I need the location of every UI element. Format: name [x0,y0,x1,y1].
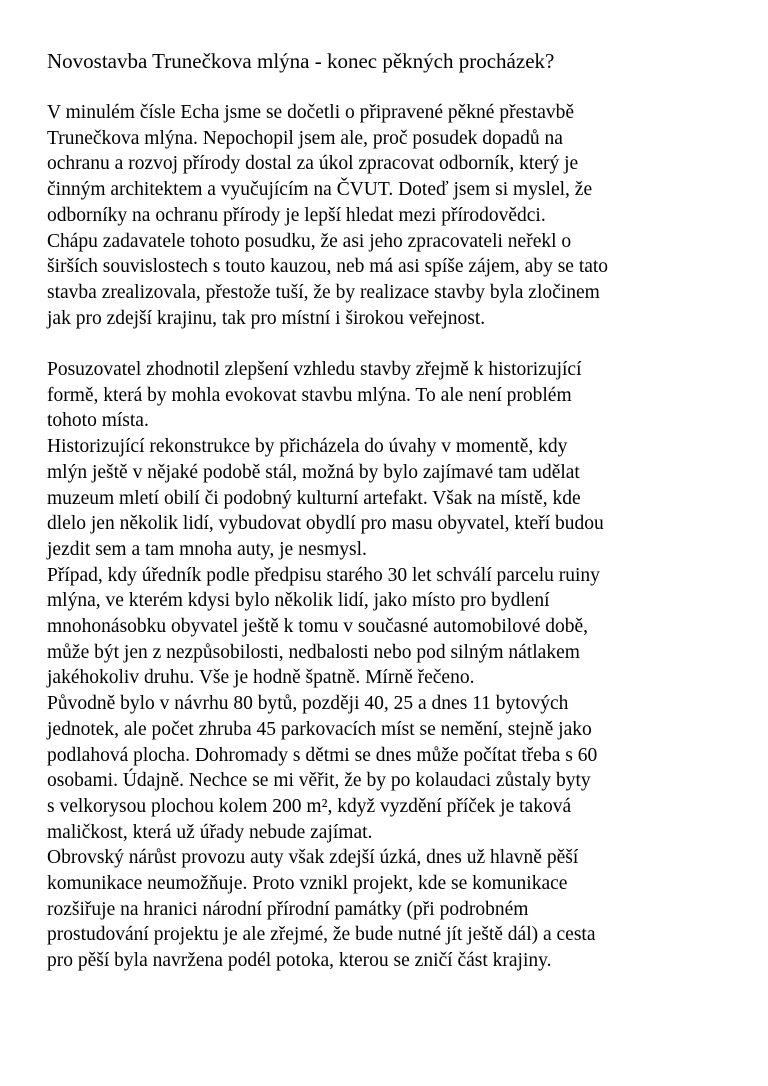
text-line: Obrovský nárůst provozu auty však zdejší úzká, dnes už hlavně pěší [47,847,579,869]
text-line: širších souvislostech s touto kauzou, neb má asi spíše zájem, aby se tato [47,256,609,278]
document-title: Novostavba Trunečkova mlýna - konec pěkných procházek? [47,49,555,73]
text-line: komunikace neumožňuje. Proto vznikl projekt, kde se komunikace [47,873,568,895]
text-line: Trunečkova mlýna. Nepochopil jsem ale, proč posudek dopadů na [47,127,563,149]
paragraph-block [47,100,747,331]
text-line: ochranu a rozvoj přírody dostal za úkol zpracovat odborník, který je [47,153,579,175]
text-line: mlýn ještě v nějaké podobě stál, možná by bylo zajímavé tam udělat [47,461,580,483]
paragraph-gap [47,331,747,357]
text-line: jakéhokoliv druhu. Vše je hodně špatně. Mírně řečeno. [47,667,475,689]
document-page [47,48,747,974]
text-line: tohoto místa. [47,410,149,432]
text-line: pro pěší byla navržena podél potoka, kterou se zničí část krajiny. [47,950,552,972]
text-line: podlahová plocha. Dohromady s dětmi se dnes může počítat třeba s 60 [47,744,598,766]
text-line: stavba zrealizovala, přestože tuší, že by realizace stavby byla zločinem [47,281,600,303]
text-line: Případ, kdy úředník podle předpisu starého 30 let schválí parcelu ruiny [47,564,600,586]
text-line: muzeum mletí obilí či podobný kulturní artefakt. Však na místě, kde [47,487,581,509]
text-line: dlelo jen několik lidí, vybudovat obydlí pro masu obyvatel, kteří budou [47,513,604,535]
text-line: prostudování projektu je ale zřejmé, že bude nutné jít ještě dál) a cesta [47,924,596,946]
text-line: mnohonásobku obyvatel ještě k tomu v současné automobilové době, [47,616,589,638]
text-line: mlýna, ve kterém kdysi bylo několik lidí, jako místo pro bydlení [47,590,550,612]
text-line: jednotek, ale počet zhruba 45 parkovacích míst se nemění, stejně jako [47,718,592,740]
text-line: V minulém čísle Echa jsme se dočetli o připravené pěkné přestavbě [47,102,575,123]
text-line: Chápu zadavatele tohoto posudku, že asi jeho zpracovateli neřekl o [47,230,572,252]
text-line: osobami. Údajně. Nechce se mi věřit, že by po kolaudaci zůstaly byty [47,770,591,792]
paragraph-block [47,357,747,974]
text-line: Posuzovatel zhodnotil zlepšení vzhledu stavby zřejmě k historizující [47,359,582,381]
text-line: rozšiřuje na hranici národní přírodní památky (při podrobném [47,898,529,920]
text-line: s velkorysou plochou kolem 200 m², když vyzdění příček je taková [47,795,572,817]
text-line: jak pro zdejší krajinu, tak pro místní i širokou veřejnost. [47,307,486,329]
text-line: Původně bylo v návrhu 80 bytů, později 40, 25 a dnes 11 bytových [47,693,569,715]
text-line: může být jen z nezpůsobilosti, nedbalosti nebo pod silným nátlakem [47,641,580,663]
text-line: jezdit sem a tam mnoha auty, je nesmysl. [47,538,367,560]
text-line: Historizující rekonstrukce by přicházela do úvahy v momentě, kdy [47,436,568,458]
text-line: formě, která by mohla evokovat stavbu mlýna. To ale není problém [47,384,572,406]
text-line: činným architektem a vyučujícím na ČVUT. Doteď jsem si myslel, že [47,179,593,201]
document-body [47,100,747,974]
text-line: maličkost, která už úřady nebude zajímat. [47,821,373,843]
text-line: odborníky na ochranu přírody je lepší hledat mezi přírodovědci. [47,204,546,226]
